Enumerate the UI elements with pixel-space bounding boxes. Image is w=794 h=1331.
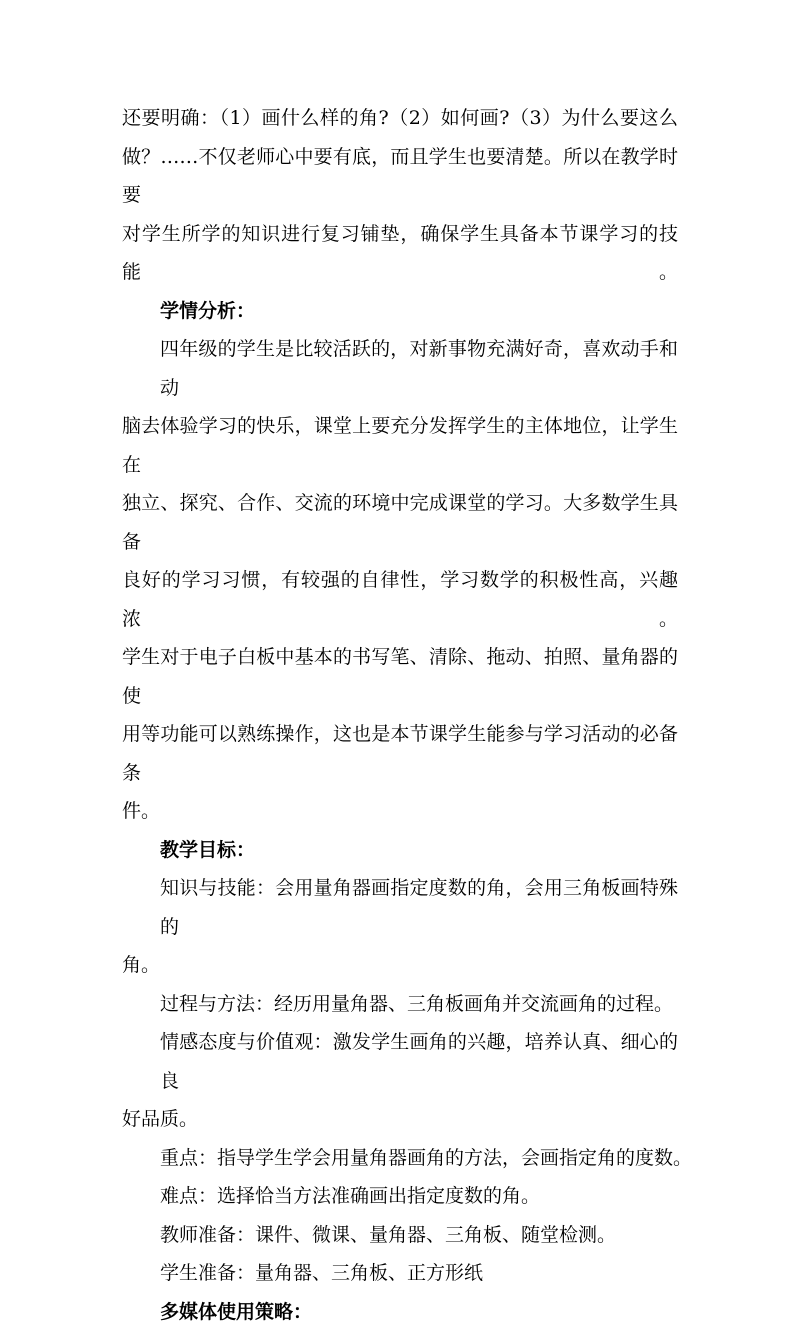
paragraph-line: 对学生所学的知识进行复习铺垫，确保学生具备本节课学习的技能。: [122, 215, 678, 292]
paragraph-line: 学生对于电子白板中基本的书写笔、清除、拖动、拍照、量角器的使: [122, 638, 678, 715]
paragraph-line: 还要明确：（1）画什么样的角?（2）如何画?（3）为什么要这么: [122, 99, 678, 138]
paragraph-line: 件。: [122, 792, 678, 831]
section-heading-teaching-goals: 教学目标：: [122, 831, 678, 870]
paragraph-line: 四年级的学生是比较活跃的，对新事物充满好奇，喜欢动手和动: [122, 330, 678, 407]
paragraph-line: 做？……不仅老师心中要有底，而且学生也要清楚。所以在教学时要: [122, 138, 678, 215]
paragraph-line: 好品质。: [122, 1100, 678, 1139]
paragraph-line: 教师准备：课件、微课、量角器、三角板、随堂检测。: [122, 1216, 678, 1255]
paragraph-line: 知识与技能：会用量角器画指定度数的角，会用三角板画特殊的: [122, 869, 678, 946]
paragraph-line: 脑去体验学习的快乐，课堂上要充分发挥学生的主体地位，让学生在: [122, 407, 678, 484]
paragraph-line: 良好的学习习惯，有较强的自律性，学习数学的积极性高，兴趣浓。: [122, 561, 678, 638]
document-body: [122, 99, 678, 1331]
paragraph-line: 情感态度与价值观：激发学生画角的兴趣，培养认真、细心的良: [122, 1023, 678, 1100]
paragraph-line: 过程与方法：经历用量角器、三角板画角并交流画角的过程。: [122, 985, 678, 1024]
paragraph-line: 独立、探究、合作、交流的环境中完成课堂的学习。大多数学生具备: [122, 484, 678, 561]
paragraph-line: 角。: [122, 946, 678, 985]
paragraph-line: 难点：选择恰当方法准确画出指定度数的角。: [122, 1177, 678, 1216]
paragraph-line: 学生准备：量角器、三角板、正方形纸: [122, 1254, 678, 1293]
section-heading-learning-analysis: 学情分析：: [122, 292, 678, 331]
section-heading-multimedia-strategy: 多媒体使用策略：: [122, 1293, 678, 1331]
paragraph-line: 重点：指导学生学会用量角器画角的方法，会画指定角的度数。: [122, 1139, 678, 1178]
paragraph-line: 用等功能可以熟练操作，这也是本节课学生能参与学习活动的必备条: [122, 715, 678, 792]
